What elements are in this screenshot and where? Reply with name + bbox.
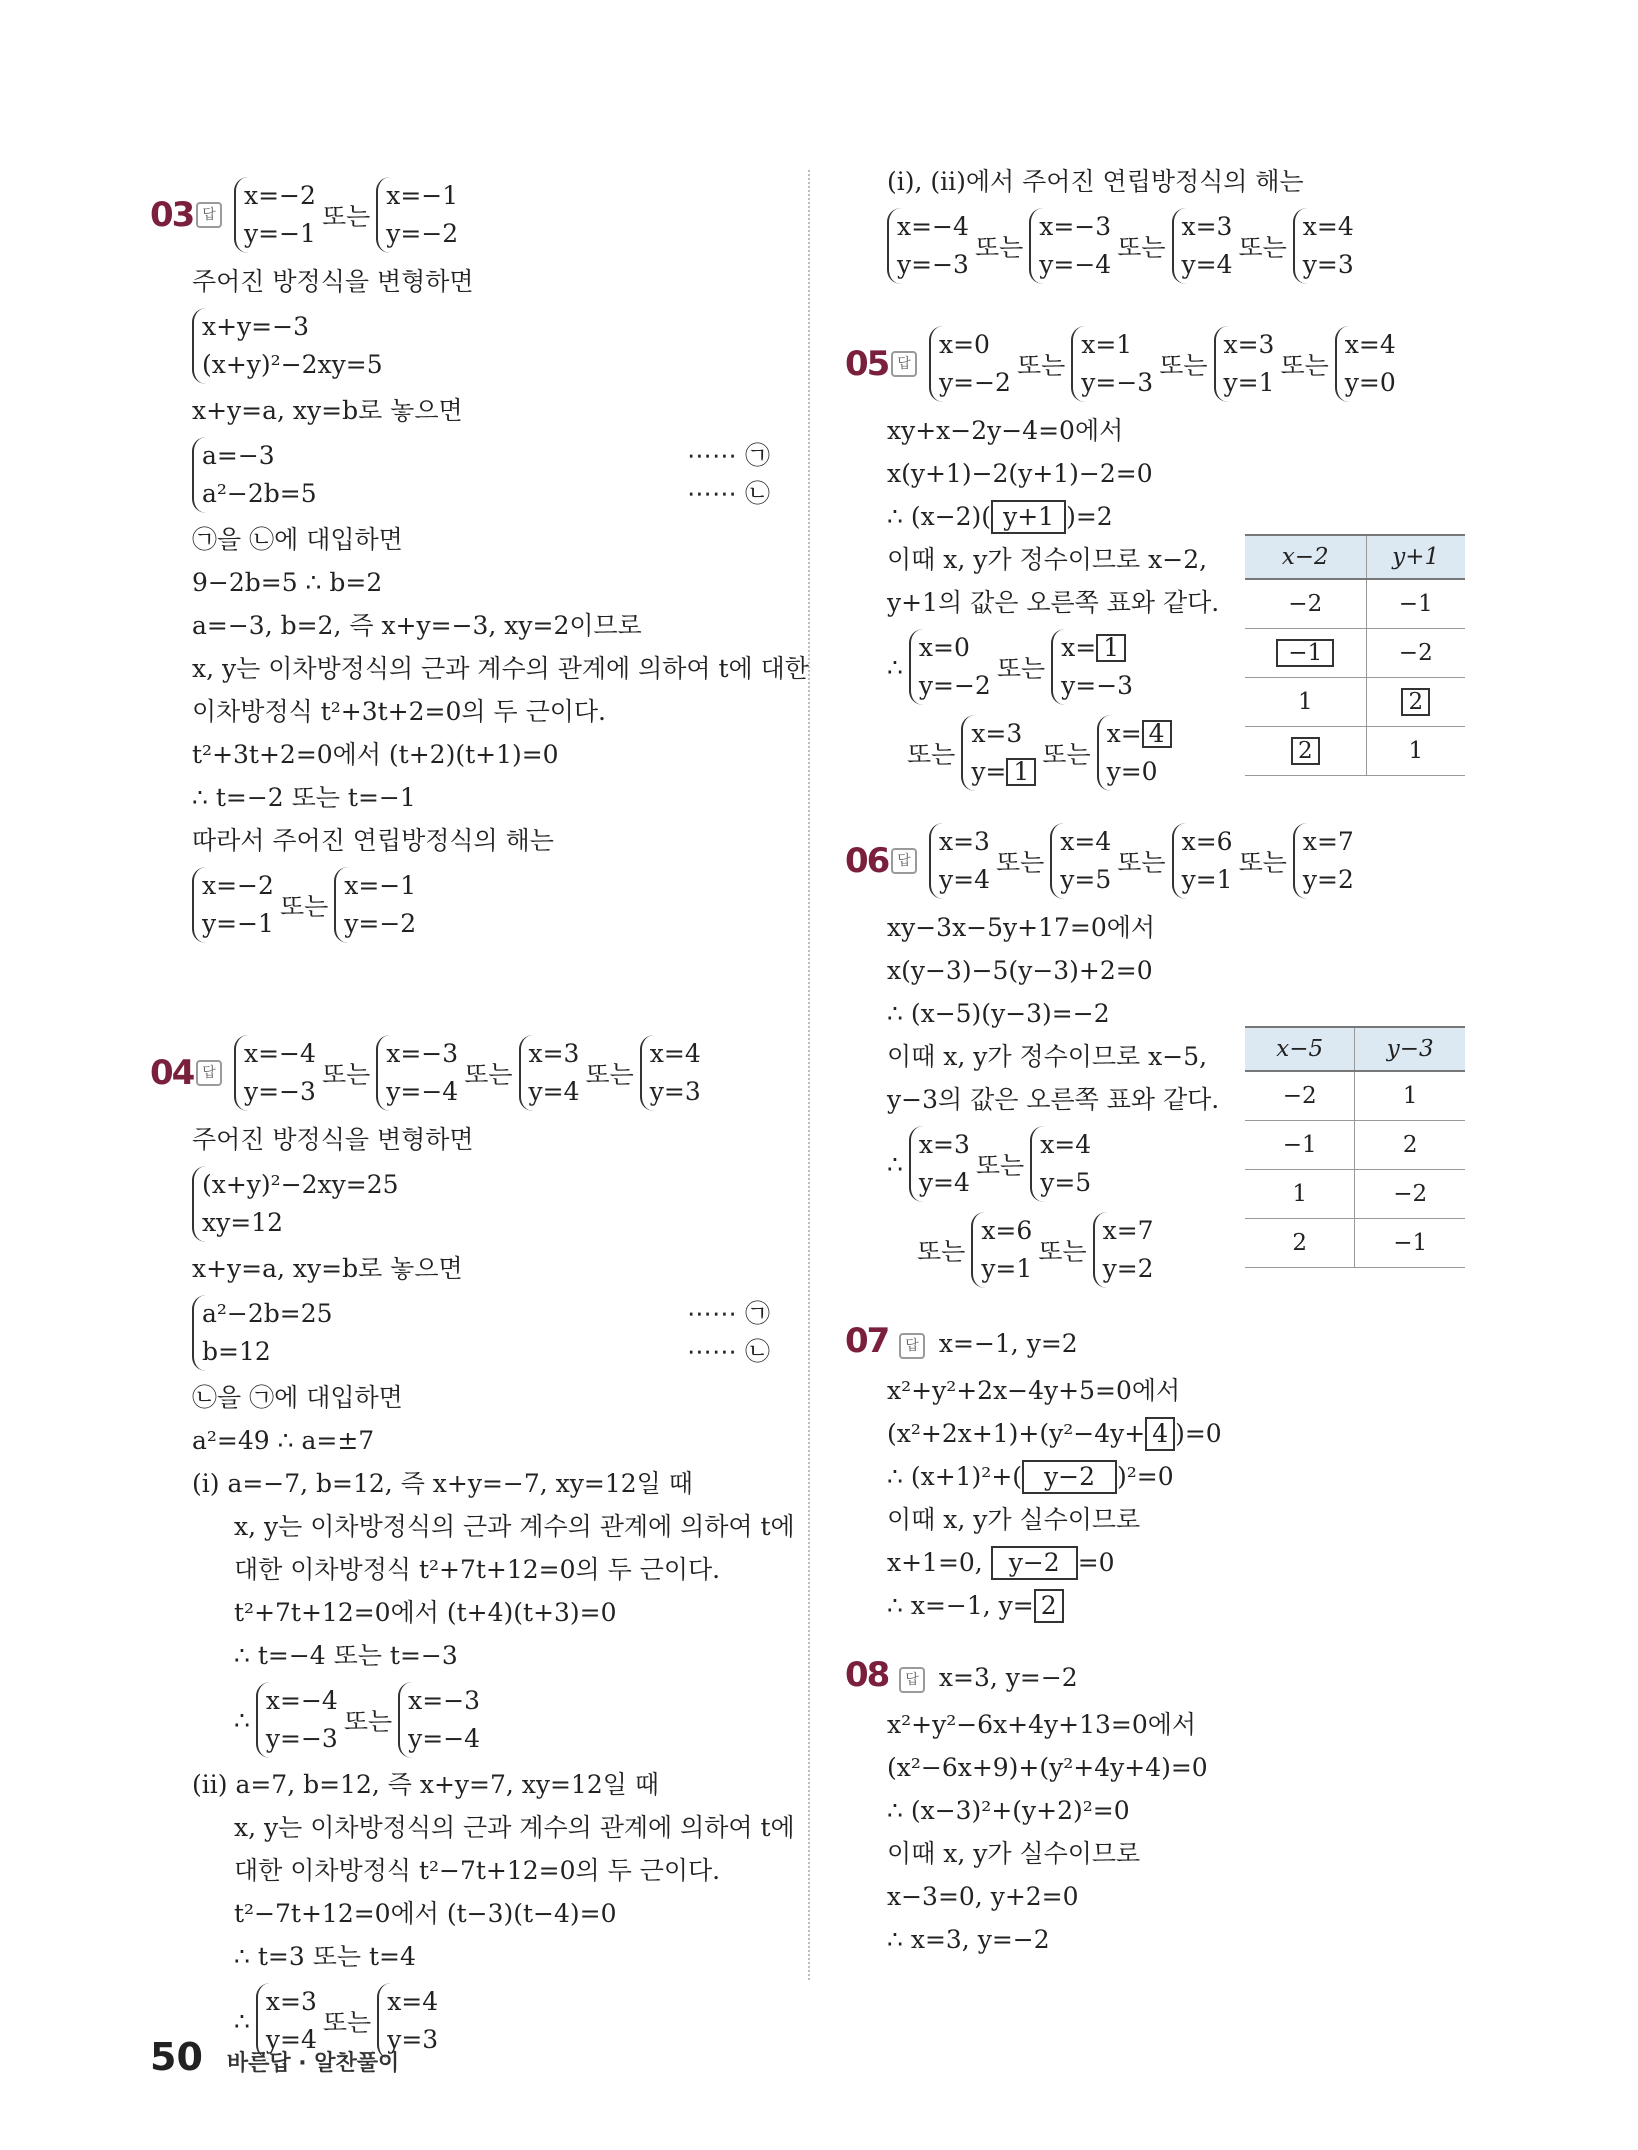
answer-row [845,1313,1545,1369]
answer-icon: 답 [196,202,222,228]
text-line: x(y−3)−5(y−3)+2=0 [887,956,1153,985]
text-line: (x²+2x+1)+(y²−4y+ 4 )=0 [887,1412,1545,1455]
value-table: x−5 y−3 −2 1 −1 2 1 −2 2 −1 [1245,1026,1465,1268]
text-line: x²+y²−6x+4y+13=0에서 [887,1710,1197,1739]
text-line: (ⅰ), (ⅱ)에서 주어진 연립방정식의 해는 [887,167,1304,196]
answer-row [150,170,790,260]
solution-block: ∴ x=3 y=4 또는 x=4 y=3 [234,1978,790,2064]
text-line: 주어진 방정식을 변형하면 [192,1125,474,1154]
value-table: x−2 y+1 −2 −1 −1 −2 1 2 2 1 [1245,534,1465,776]
text-line: ∴ (x−3)²+(y+2)²=0 [887,1796,1130,1825]
equation-mark-n: ⋯⋯ ㉡ [687,1337,770,1366]
text-line: 이때 x, y가 실수이므로 [887,1839,1141,1868]
page-number: 50 [150,2035,203,2079]
text-line: 이때 x, y가 실수이므로 [887,1505,1141,1534]
problem-04 [150,1028,795,2064]
solution-block: ∴ x=−4 y=−3 또는 x=−3 y=−4 [234,1677,790,1763]
system-block: a²−2b=25 b=12 ⋯⋯ ㉠ ⋯⋯ ㉡ [192,1290,790,1376]
system-block: (x+y)²−2xy=25 xy=12 [192,1161,790,1247]
answer-icon: 답 [891,351,917,377]
or-label: 또는 [321,202,371,231]
solution-block: x=−2 y=−1 또는 x=−1 y=−2 [192,862,790,948]
answer-icon: 답 [196,1060,222,1086]
text-line: a²=49 ∴ a=±7 [192,1426,375,1455]
text-line: 이차방정식 t²+3t+2=0의 두 근이다. [192,697,606,726]
blank-box: y+1 [991,500,1066,534]
solution-block: x=−4 y=−3 또는 x=−3 y=−4 또는 x=3 y=4 또는 x=4 y=3 [887,203,1545,289]
text-line: y+1의 값은 오른쪽 표와 같다. [887,588,1220,617]
text-line: x+y=a, xy=b로 놓으면 [192,396,463,425]
case-i-heading: (ⅰ) a=−7, b=12, 즉 x+y=−7, xy=12일 때 [192,1469,693,1498]
system: x=−2 y=−1 [234,177,316,253]
problem-08 [845,1647,1545,1961]
problem-number: 07 [845,1321,889,1361]
page-footer [150,2035,399,2079]
right-column [845,160,1545,1961]
text-line: t²+3t+2=0에서 (t+2)(t+1)=0 [192,740,559,769]
text-line: x+1=0, y−2 =0 [887,1541,1545,1584]
text-line: ∴ (x−5)(y−3)=−2 [887,999,1110,1028]
system: x=−1 y=−2 [376,177,458,253]
equation-mark-g: ⋯⋯ ㉠ [687,441,770,470]
problem-03 [150,170,809,948]
text-line: x, y는 이차방정식의 근과 계수의 관계에 의하여 t에 [234,1813,795,1842]
text-line: ㉠을 ㉡에 대입하면 [192,525,403,554]
text-line: x, y는 이차방정식의 근과 계수의 관계에 의하여 t에 [234,1512,795,1541]
text-line: ∴ x=3, y=−2 [887,1925,1050,1954]
text-line: ∴ t=−4 또는 t=−3 [234,1641,458,1670]
text-line: x−3=0, y+2=0 [887,1882,1079,1911]
text-line: xy+x−2y−4=0에서 [887,416,1124,445]
answer-value: x=−1, y=2 [938,1329,1078,1358]
text-line: 주어진 방정식을 변형하면 [192,267,474,296]
case-ii-heading: (ⅱ) a=7, b=12, 즉 x+y=7, xy=12일 때 [192,1770,659,1799]
problem-07 [845,1313,1545,1627]
text-line: 9−2b=5 ∴ b=2 [192,568,383,597]
problem-number: 08 [845,1655,889,1695]
text-line: ∴ (x+1)²+( y−2 )²=0 [887,1455,1545,1498]
system-block: a=−3 a²−2b=5 ⋯⋯ ㉠ ⋯⋯ ㉡ [192,432,790,518]
text-line: x, y는 이차방정식의 근과 계수의 관계에 의하여 t에 대한 [192,654,809,683]
text-line: 대한 이차방정식 t²+7t+12=0의 두 근이다. [234,1555,721,1584]
answer-row: 04 답 x=−4 y=−3 또는 x=−3 y=−4 또는 x=3 y=4 또는 x=4 y=3 [150,1028,790,1118]
text-line: 대한 이차방정식 t²−7t+12=0의 두 근이다. [234,1856,721,1885]
system-block: x+y=−3 (x+y)²−2xy=5 [192,303,790,389]
answer-icon: 답 [899,1333,925,1359]
text-line: xy−3x−5y+17=0에서 [887,913,1156,942]
text-line: y−3의 값은 오른쪽 표와 같다. [887,1085,1220,1114]
answer-row: 06 답 x=3 y=4 또는 x=4 y=5 또는 x=6 y=1 또는 x=7 y=2 [845,816,1545,906]
problem-06 [845,816,1545,1293]
problem-number: 04 [150,1053,194,1093]
text-line: 이때 x, y가 정수이므로 x−5, [887,1042,1208,1071]
text-line: x(y+1)−2(y+1)−2=0 [887,459,1153,488]
equation-mark-n: ⋯⋯ ㉡ [687,479,770,508]
text-line: ∴ t=3 또는 t=4 [234,1942,416,1971]
text-line: ∴ t=−2 또는 t=−1 [192,783,416,812]
solution-block: ∴ x=3 y=4 또는 x=4 y=5 [887,1121,1545,1207]
problem-number: 06 [845,841,889,881]
text-line: (x²−6x+9)+(y²+4y+4)=0 [887,1753,1208,1782]
text-line: 이때 x, y가 정수이므로 x−2, [887,545,1208,574]
answer-row: 05 답 x=0 y=−2 또는 x=1 y=−3 또는 x=3 y=1 또는 x=4 y=0 [845,319,1545,409]
solution-block: 또는 x=3 y= 1 또는 x= 4 y=0 [887,710,1545,796]
book-title: 바른답 · 알찬풀이 [226,2051,400,2076]
text-line: x²+y²+2x−4y+5=0에서 [887,1376,1181,1405]
text-line: 따라서 주어진 연립방정식의 해는 [192,826,554,855]
answer-value: x=3, y=−2 [938,1663,1078,1692]
answer-icon: 답 [899,1667,925,1693]
text-line: a=−3, b=2, 즉 x+y=−3, xy=2이므로 [192,611,642,640]
text-line: t²+7t+12=0에서 (t+4)(t+3)=0 [234,1598,617,1627]
text-line: ∴ x=−1, y= 2 [887,1584,1545,1627]
problem-number: 03 [150,195,194,235]
answer-row [845,1647,1545,1703]
solution-block: ∴ x=0 y=−2 또는 x= 1 y=−3 [887,624,1545,710]
equation-mark-g: ⋯⋯ ㉠ [687,1299,770,1328]
problem-number: 05 [845,344,889,384]
left-column [150,170,809,2064]
text-line: ㉡을 ㉠에 대입하면 [192,1383,403,1412]
problem-05 [845,319,1545,796]
text-line: x+y=a, xy=b로 놓으면 [192,1254,463,1283]
column-divider [808,170,810,1980]
answer-icon: 답 [891,848,917,874]
text-line: ∴ (x−2)( y+1 )=2 [887,495,1545,538]
solution-block: 또는 x=6 y=1 또는 x=7 y=2 [887,1207,1545,1293]
text-line: t²−7t+12=0에서 (t−3)(t−4)=0 [234,1899,617,1928]
